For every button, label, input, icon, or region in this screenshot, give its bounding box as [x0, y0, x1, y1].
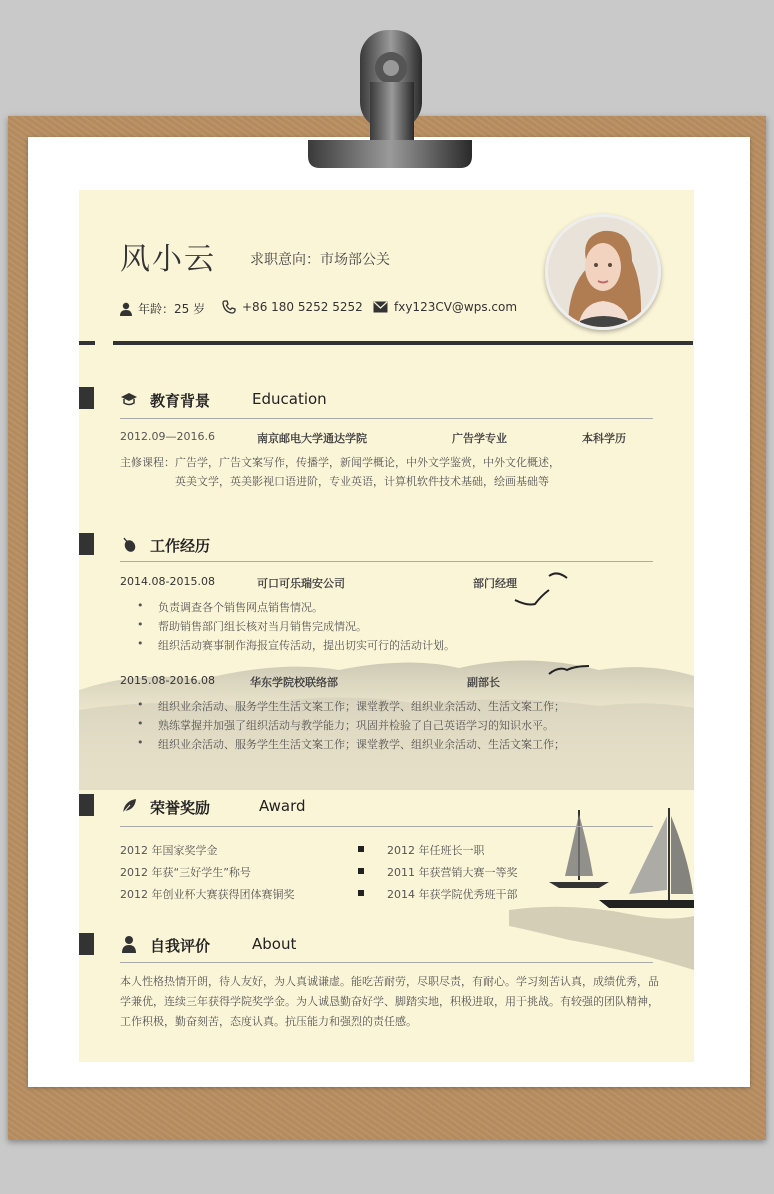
- job-intent: 求职意向：市场部公关: [250, 252, 390, 268]
- header-divider: [113, 341, 693, 345]
- edu-courses-line1: 主修课程：广告学，广告文案写作，传播学，新闻学概论，中外文学鉴赏，中外文化概述，: [120, 456, 560, 469]
- award-item: 2014 年获学院优秀班干部: [387, 888, 518, 901]
- edu-courses-line2: 英美文学，英美影视口语进阶，专业英语，计算机软件技术基础，绘画基础等: [175, 475, 549, 488]
- job-duty: • 熟练掌握并加强了组织活动与教学能力；巩固并检验了自己英语学习的知识水平。: [140, 717, 554, 733]
- job-role: 部门经理: [473, 577, 517, 590]
- section-divider: [120, 561, 653, 562]
- section-marker: [79, 794, 94, 816]
- mouse-icon: [120, 535, 138, 553]
- phone-icon: [222, 300, 236, 314]
- edu-major: 广告学专业: [452, 432, 507, 445]
- edu-period: 2012.09—2016.6: [120, 430, 215, 443]
- job-duty: • 帮助销售部门组长核对当月销售完成情况。: [140, 618, 367, 634]
- person-icon: [120, 302, 132, 316]
- age-info: [120, 300, 205, 317]
- section-marker: [79, 533, 94, 555]
- candidate-name: 风小云: [120, 242, 216, 277]
- job-period: 2014.08-2015.08: [120, 575, 215, 588]
- about-text: 本人性格热情开朗，待人友好，为人真诚谦虚。能吃苦耐劳，尽职尽责，有耐心。学习刻苦认真，成绩优秀，品学兼优，连续三年获得学院奖学金。为人诚恳勤奋好学、脚踏实地，积极进取，用于挑战。有较强的团队精神，工作积极，勤奋刻苦，态度认真。抗压能力和强烈的责任感。: [120, 975, 659, 1028]
- section-marker: [79, 387, 94, 409]
- sailboats-illustration: [509, 790, 694, 970]
- email-info: [373, 300, 517, 314]
- section-divider: [120, 418, 653, 419]
- award-item: 2011 年获营销大赛一等奖: [387, 866, 518, 879]
- job-duty: • 负责调查各个销售网点销售情况。: [140, 599, 323, 615]
- section-divider: [120, 826, 653, 827]
- email-text[interactable]: fxy123CV@wps.com: [394, 300, 518, 314]
- bullet-square-icon: [358, 868, 364, 874]
- award-item: 2012 年获“三好学生”称号: [120, 866, 251, 879]
- section-marker: [79, 933, 94, 955]
- awards-title-en: Award: [259, 797, 306, 815]
- education-title-en: Education: [252, 390, 327, 408]
- award-item: 2012 年任班长一职: [387, 844, 485, 857]
- job-role: 副部长: [467, 676, 500, 689]
- job-duty: • 组织业余活动、服务学生生活文案工作；课堂教学、组织业余活动、生活文案工作；: [140, 698, 565, 714]
- award-item: 2012 年创业杯大赛获得团体赛铜奖: [120, 888, 295, 901]
- edu-degree: 本科学历: [582, 432, 626, 445]
- leaf-icon: [120, 797, 138, 815]
- phone-info: [222, 300, 363, 314]
- education-title: 教育背景: [150, 392, 211, 410]
- about-title: 自我评价: [150, 937, 211, 955]
- job-company: 华东学院校联络部: [250, 676, 338, 689]
- avatar: [545, 214, 661, 330]
- birds-illustration: [509, 570, 599, 680]
- work-title: 工作经历: [150, 537, 211, 555]
- mail-icon: [373, 301, 388, 313]
- job-company: 可口可乐瑞安公司: [257, 577, 345, 590]
- age-text: 年龄：25 岁: [138, 302, 206, 316]
- job-period: 2015.08-2016.08: [120, 674, 215, 687]
- bullet-square-icon: [358, 890, 364, 896]
- edu-school: 南京邮电大学通达学院: [257, 432, 367, 445]
- binder-clip-icon: [300, 22, 480, 182]
- job-duty: • 组织活动赛事制作海报宣传活动，提出切实可行的活动计划。: [140, 637, 455, 653]
- award-item: 2012 年国家奖学金: [120, 844, 218, 857]
- job-duty: • 组织业余活动、服务学生生活文案工作；课堂教学、组织业余活动、生活文案工作；: [140, 736, 565, 752]
- graduation-cap-icon: [120, 390, 138, 408]
- person-icon: [120, 935, 138, 953]
- section-divider: [120, 962, 653, 963]
- about-title-en: About: [252, 935, 297, 953]
- header-divider-left: [79, 341, 95, 345]
- phone-text: +86 180 5252 5252: [242, 300, 363, 314]
- awards-title: 荣誉奖励: [150, 799, 211, 817]
- bullet-square-icon: [358, 846, 364, 852]
